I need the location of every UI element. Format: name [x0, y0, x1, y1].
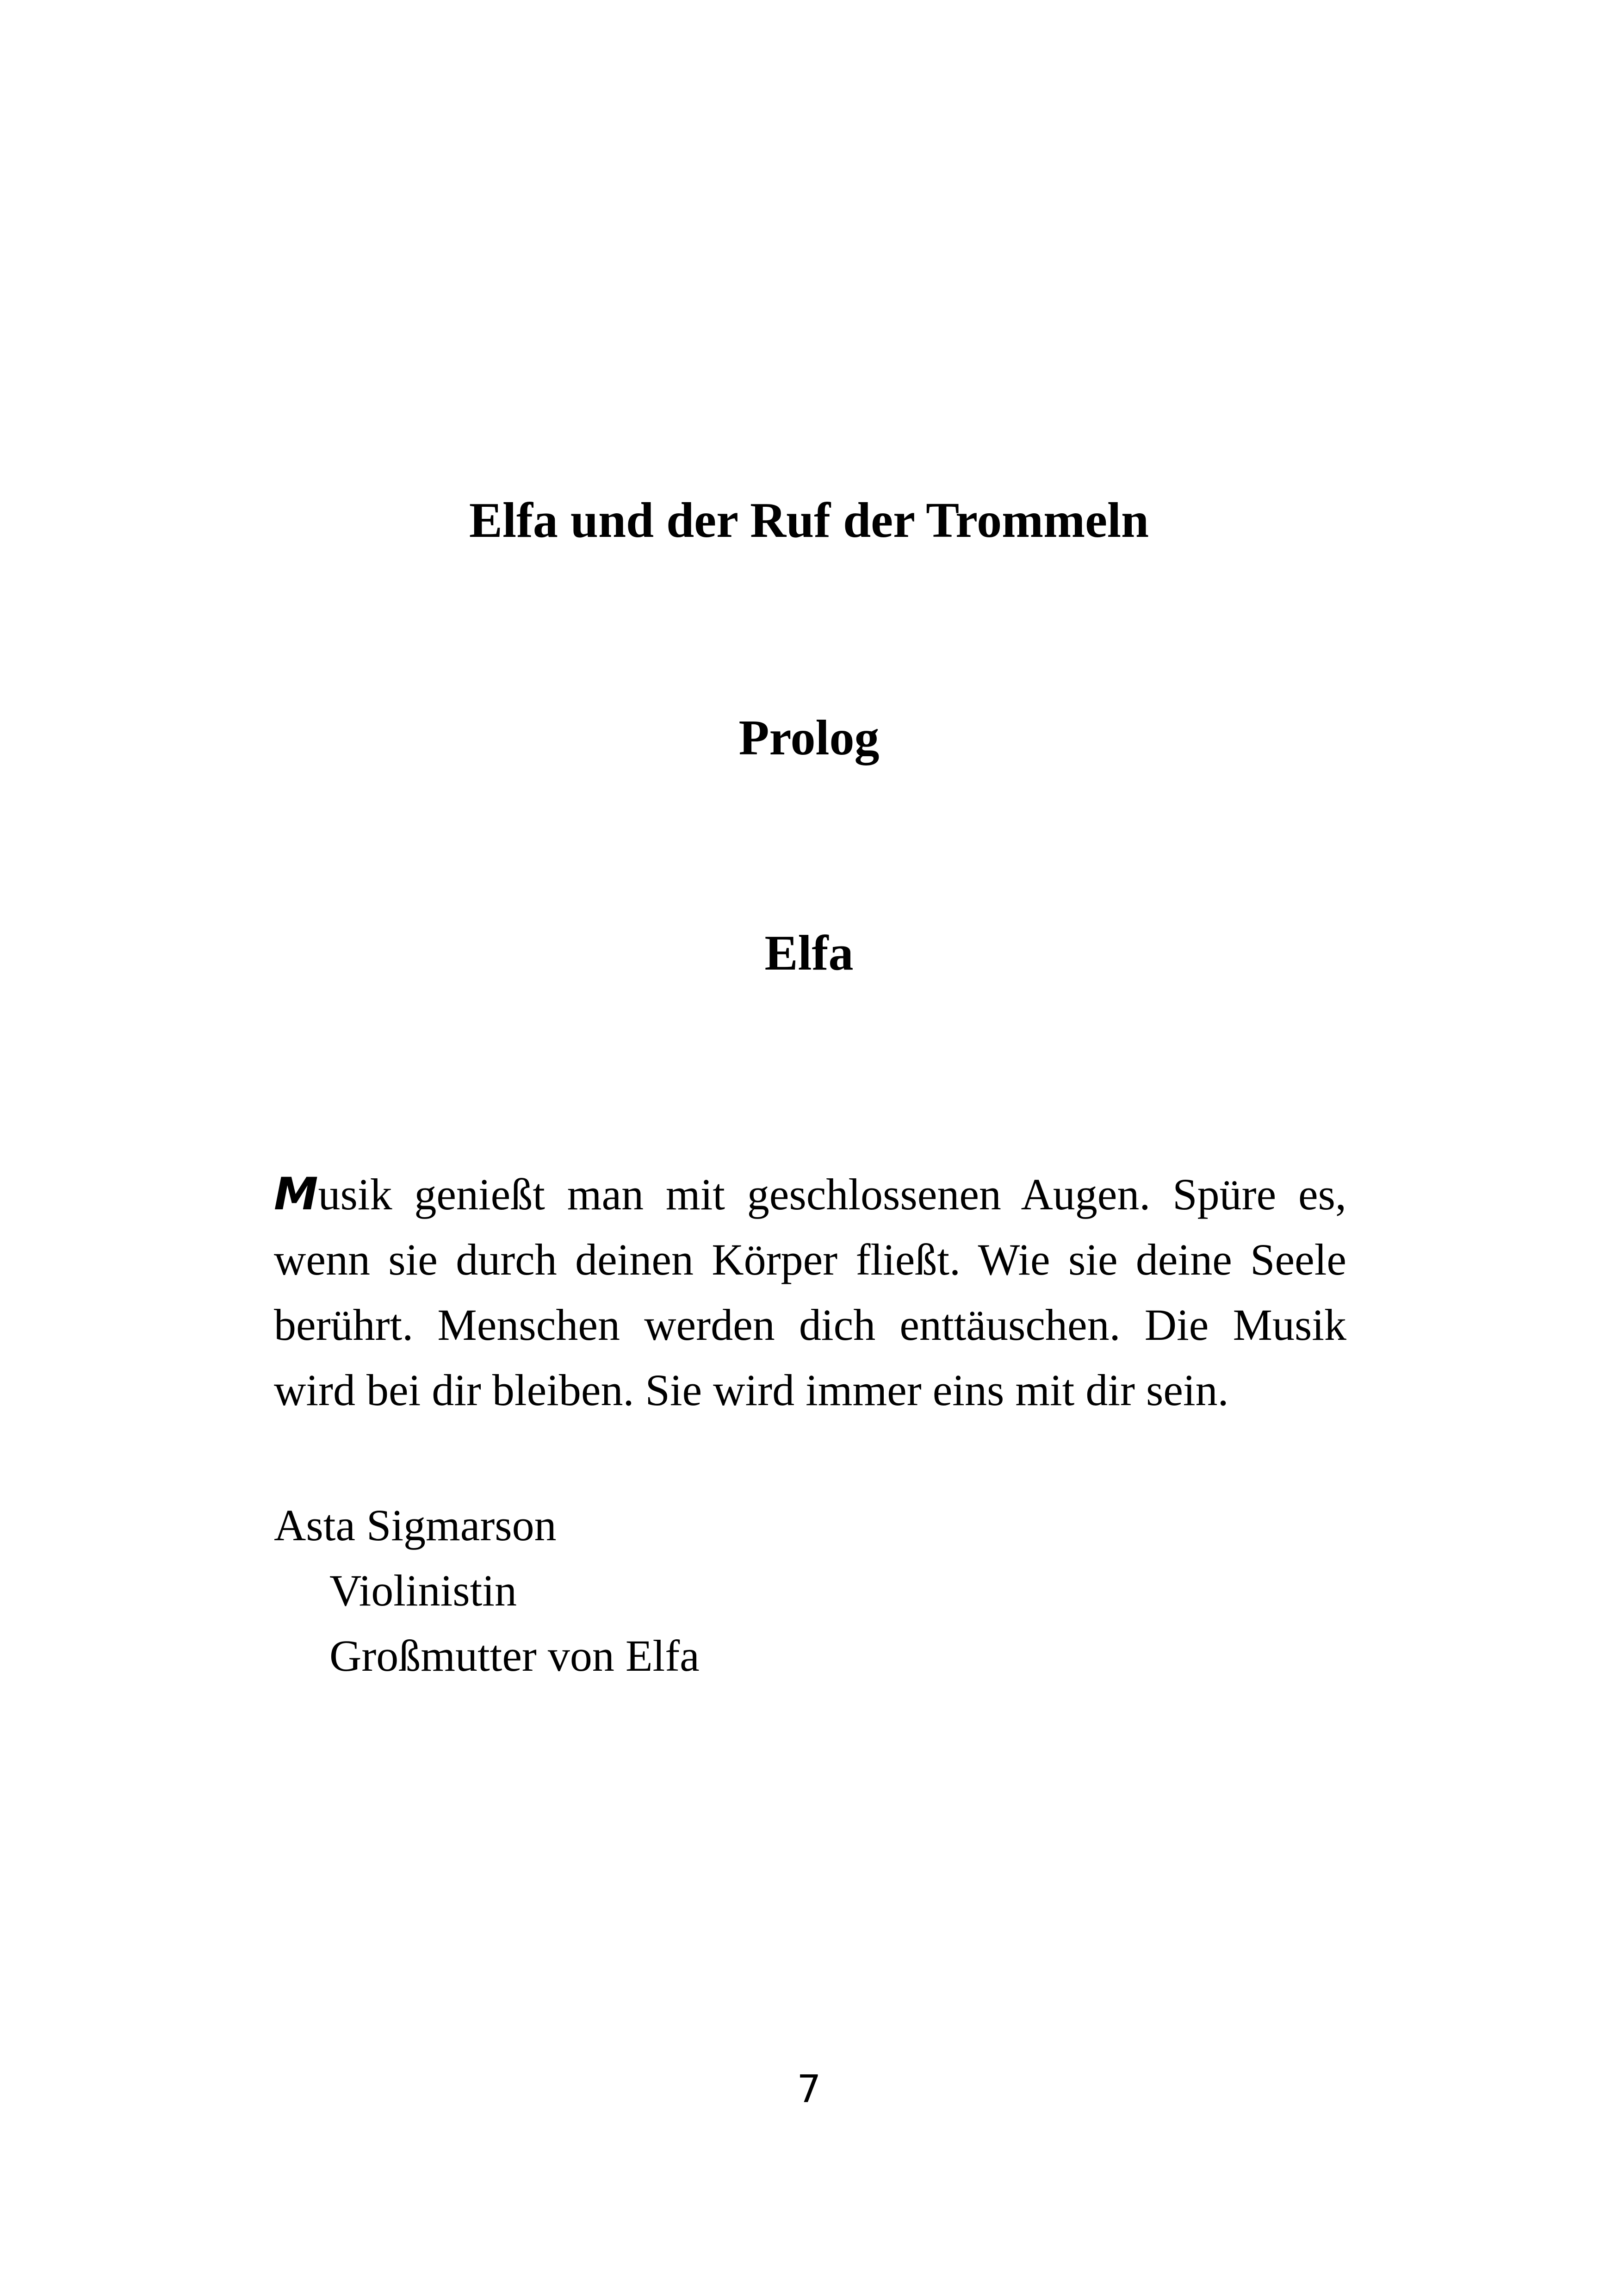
chapter-title: Elfa: [764, 926, 854, 981]
page-number: 7: [797, 2067, 821, 2111]
signature-relation: Großmutter von Elfa: [329, 1631, 700, 1680]
signature-role: Violinistin: [329, 1566, 517, 1615]
paragraph-initial: M: [274, 1168, 318, 1220]
prologue-paragraph: [274, 1162, 1346, 1423]
paragraph-text: usik genießt man mit geschlossenen Augen. Spüre es, wenn sie durch deinen Körper fließt. Wie sie deine Seele berührt. Menschen werden dich enttäuschen. Die Musik wird bei dir bleiben. Sie wird immer eins mit dir sein.: [274, 1170, 1346, 1415]
section-title: Prolog: [738, 710, 880, 765]
signature-block: [274, 1493, 700, 1688]
signature-name: Asta Sigmarson: [274, 1500, 557, 1550]
book-title: Elfa und der Ruf der Trommeln: [469, 493, 1149, 548]
